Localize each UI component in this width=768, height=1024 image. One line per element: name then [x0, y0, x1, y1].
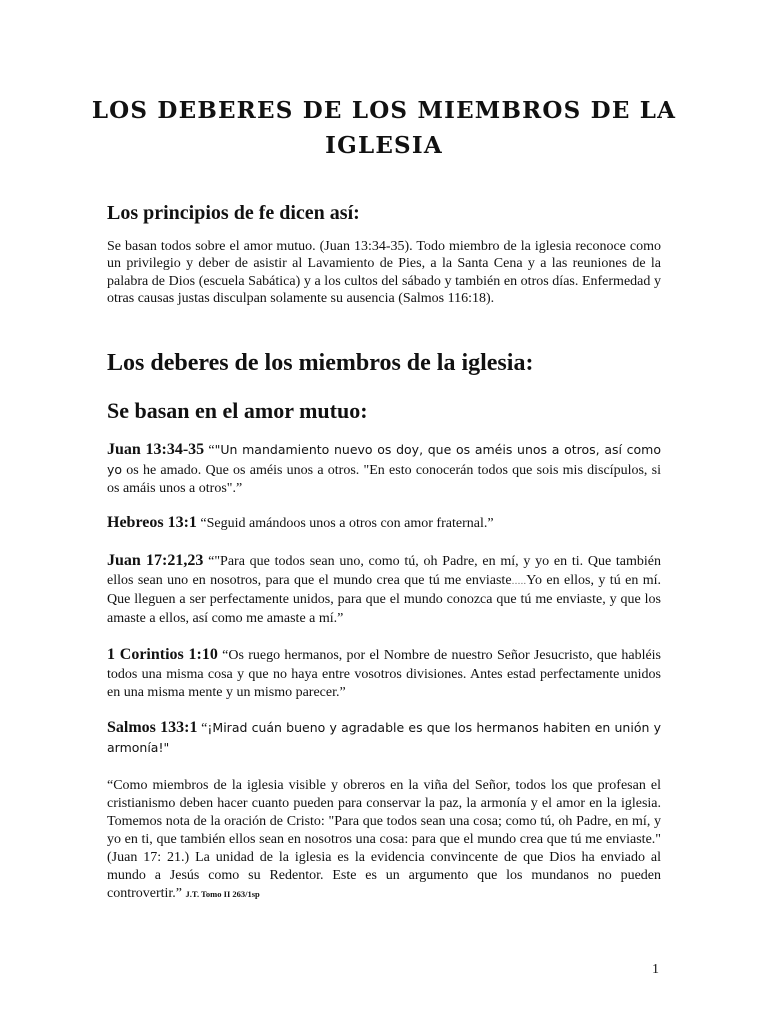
section-heading-deberes: Los deberes de los miembros de la iglesia: [107, 350, 534, 376]
verse-reference: Salmos 133:1 [107, 719, 198, 736]
verse-reference: Juan 13:34-35 [107, 441, 205, 458]
verse-text: “Os ruego hermanos, por el Nombre de nuestro Señor Jesucristo, que habléis todos una misma cosa y que no haya entre vosotros divisiones. Antes estad perfectamente unidos en una misma mente y un mismo parecer.” [107, 648, 662, 701]
verse-text: “"Para que todos sean uno, como tú, oh Padre, en mí, y yo en ti. Que también ellos sean uno en nosotros, para que el mundo crea que tú me enviaste [107, 554, 662, 588]
verse-text: os he amado. Que os améis unos a otros. "En esto conocerán todos que sois mis discípulos, si os amáis unos a otros".” [107, 462, 661, 497]
verse-text-continued: Yo en ellos, y tú en mí. Que lleguen a ser perfectamente unidos, para que el mundo conozca que tú me enviaste, y que los amaste a ellos, así como me amaste a mí.” [107, 572, 662, 626]
section-heading-amor-mutuo: Se basan en el amor mutuo: [107, 398, 368, 423]
document-title: LOS DEBERES DE LOS MIEMBROS DE LA IGLESIA [91, 97, 677, 159]
verse-text: “Seguid amándoos unos a otros con amor fraternal.” [196, 516, 494, 531]
section-heading-principios: Los principios de fe dicen así: [107, 202, 360, 224]
quote-text: “Como miembros de la iglesia visible y obreros en la viña del Señor, todos los que profesan el cristianismo deben hacer cuanto pueden para conservar la paz, la armonía y el amor en la iglesia. Tomemos nota de la oración de Cristo: "Para que todos sean una cosa; como tú, oh Padre, en mí, y yo en ti, que también ellos sean en nosotros una cosa: para que el mundo crea que tú me enviaste." (Juan 17: 21.) La unidad de la iglesia es la evidencia convincente de que Dios ha enviado al mundo a Jesús como su Redentor. Este es un argumento que los mundanos no pueden controvertir.” [107, 778, 661, 901]
verse-juan-17 [107, 552, 661, 628]
principios-paragraph: Se basan todos sobre el amor mutuo. (Juan 13:34-35). Todo miembro de la iglesia reconoce como un privilegio y deber de asistir al Lavamiento de Pies, a la Santa Cena y a las reuniones de la palabra de Dios (escuela Sabática) y a los cultos del sábado y también en otros días. Enfermedad y otras causas justas disculpan solamente su ausencia (Salmos 116:18). [107, 239, 661, 307]
verse-open-quote: “ [197, 721, 208, 736]
page-number: 1 [652, 962, 659, 977]
verse-1-corintios-1 [107, 646, 661, 703]
verse-text-sans: "Un mandamiento nuevo os doy, que os améis unos a otros, así como yo [107, 442, 662, 477]
verse-open-quote: “ [204, 443, 215, 458]
quote-source: J.T. Tomo II 263/1sp [185, 889, 260, 899]
verse-ellipsis: ….. [511, 576, 527, 587]
verse-reference: 1 Corintios 1:10 [107, 646, 218, 663]
verse-reference: Hebreos 13:1 [107, 514, 197, 531]
verse-juan-13 [107, 441, 661, 499]
quote-paragraph [107, 777, 661, 903]
verse-hebreos-13 [107, 514, 661, 534]
verse-text-sans: ¡Mirad cuán bueno y agradable es que los hermanos habiten en unión y armonía!" [107, 720, 661, 755]
verse-salmos-133 [107, 719, 661, 758]
verse-reference: Juan 17:21,23 [107, 552, 204, 569]
